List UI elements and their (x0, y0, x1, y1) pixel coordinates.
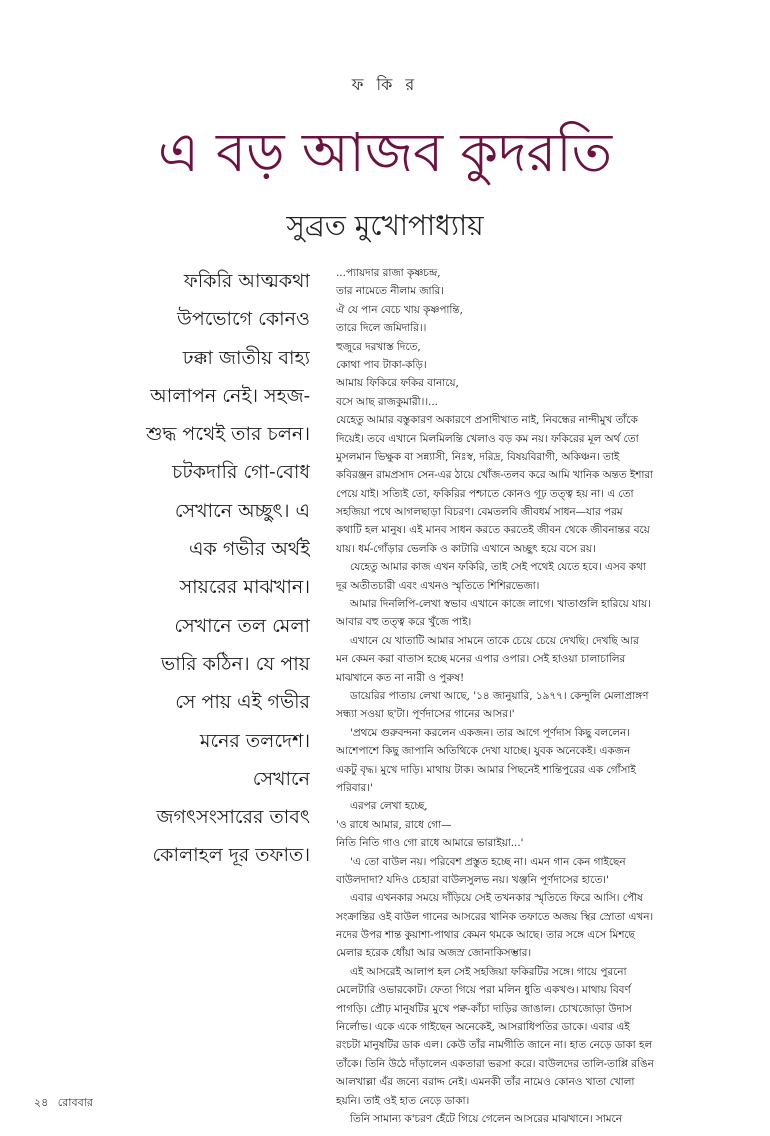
body-line: বাউলদাদা? যদিও চেহারা বাউলসুলভ নয়। খঞ্জনি পূর্ণদাসের হাতে।' (336, 873, 609, 886)
body-line: মেলেটারি ওভারকোট। ফেতা গিয়ে পরা মলিন ধুতি একখণ্ড। মাথায় বিবর্ণ (336, 984, 631, 997)
body-line: সংক্রান্তির ওই বাউল গানের আসরের খানিক তফাতে অজয় স্থির স্রোতা এখন। (336, 910, 654, 923)
body-line: 'ও রাধে আমার, রাধে গো— (336, 818, 452, 831)
body-line: কবিরঞ্জন রামপ্রসাদ সেন-এর ঠায়ে খোঁজ-তলব করে আমি খানিক অন্তত ইশারা (336, 469, 654, 482)
body-line: ডায়েরির পাতায় লেখা আছে, '১৪ জানুয়ারি, ১৯৭৭। কেন্দুলি মেলাপ্রাঙ্গণ (350, 689, 649, 702)
body-line: একটু বৃদ্ধ। মুখে দাড়ি। মাথায় টাক। আমার পিছনেই শান্তিপুরের এক গোঁসাই (336, 763, 636, 776)
body-line: এখানে যে খাতাটি আমার সামনে তাকে চেয়ে চেয়ে দেখছি। দেখছি আর (350, 634, 639, 647)
body-line: দিয়েই। তবে এখানে মিলমিলন্তি খেলাও বড় কম নয়। ফকিরের মূল অর্থ তো (336, 432, 639, 445)
page-number: ২৪ (34, 1096, 49, 1109)
body-line: মাঝখানে কত না নারী ও পুরুষ! (336, 671, 465, 684)
body-line: আবার বহু তত্ত্ব করে খুঁজে পাই। (336, 616, 472, 629)
pull-quote-line: ঢক্কা জাতীয় বাহ্য (182, 346, 310, 369)
pull-quote (60, 262, 310, 875)
body-line: কথাটি হল মানুষ। এই মানব সাধন করতে করতেই জীবন থেকে জীবনান্তর বয়ে (336, 524, 650, 537)
body-line: মন কেমন করা বাতাস হচ্ছে মনের এপার ওপার। সেই হাওয়া চালাচালির (336, 653, 626, 666)
body-line: 'এ তো বাউল নয়। পরিবেশ প্রস্তুত হচ্ছে না। এমন গান কেন গাইছেন (350, 855, 626, 868)
body-line: তার নামেতে নীলাম জারি। (336, 285, 444, 298)
body-line: যেহেতু আমার কাজ এখন ফকিরি, তাই সেই পথেই যেতে হবে। এসব কথা (350, 561, 646, 574)
body-line: নিতি নিতি গাও গো রাধে আমারে ভারাইয়া...' (336, 837, 524, 850)
article-body (336, 264, 730, 1128)
body-line: নদের উপর শান্ত কুয়াশা-পাথার কেমন থমকে আছে। তার সঙ্গে এসে মিশছে (336, 929, 635, 942)
body-line: রংচটা মানুষটির ডাক এল। কেউ তাঁর নামগীতি জানে না। হাত নেড়ে ডাকা হল (336, 1039, 653, 1052)
body-line: পেয়ে যাই। সত্যিই তো, ফকিরির পশ্চাতে কোনও গূঢ় তত্ত্ব হয় না। এ তো (336, 487, 634, 500)
body-line: আমার দিনলিপি-লেখা স্বভাব এখানে কাজে লাগে। খাতাগুলি হারিয়ে যায়। (350, 598, 651, 611)
pull-quote-line: উপভোগে কোনও (177, 308, 310, 331)
pull-quote-line: আলাপন নেই। সহজ- (150, 384, 310, 407)
body-line: যায়। ধর্ম-গোঁড়ার ভেলকি ও কাটারি এখানে অচ্ছুৎ হয়ে বসে রয়। (336, 542, 596, 555)
pull-quote-line: শুদ্ধ পথেই তার চলন। (146, 423, 310, 446)
body-line: সহজিয়া পথে আগলছাড়া বিচরণ। বেমতলবি জীবধর্ম সাধন—যার পরম (336, 506, 623, 519)
pull-quote-line: এক গভীর অর্থই (189, 538, 310, 561)
body-line: ঐ যে পান বেচে খায় কৃষ্ণপান্তি, (336, 303, 463, 316)
body-line: পরিবার।' (336, 781, 373, 794)
body-line: নির্লোভ। একে একে গাইছেন অনেকেই, আসরাধিপতির ডাকে। এবার এই (336, 1021, 630, 1034)
body-line: দূর অতীতচারী এবং এখনও স্মৃতিতে শিশিরভেজা। (336, 579, 540, 592)
body-line: মুসলমান ভিক্ষুক বা সন্ন্যাসী, নিঃস্ব, দরিদ্র, বিষয়বিরাগী, অকিঞ্চন। তাই (336, 450, 620, 463)
body-line: আমায় ফিকিরে ফকির বানায়ে, (336, 377, 459, 390)
body-line: বসে আছ রাজকুমারী।।... (336, 395, 438, 408)
pull-quote-line: কোলাহল দূর তফাত। (152, 844, 310, 867)
pull-quote-line: সেখানে তল মেলা (174, 614, 310, 637)
pull-quote-line: জগৎসংসারের তাবৎ (156, 806, 310, 829)
pull-quote-line: সায়রের মাঝখান। (179, 576, 310, 599)
body-line: যেহেতু আমার বস্তুকারণ অকারণে প্রসাদীখাত নাই, নিবন্ধের নান্দীমুখ তাঁকে (336, 414, 638, 427)
body-line: পাগড়ি। প্রৌঢ় মানুষটির মুখে পক্ব-কাঁচা দাড়ির জাঙাল। চোখজোড়া উদাস (336, 1002, 632, 1015)
body-line: তিনি সামান্য ক'চরণ হেঁটে গিয়ে গেলেন আসরের মাঝখানে। সামনে (350, 1112, 622, 1125)
article-headline: এ বড় আজব কুদরতি (157, 121, 613, 184)
section-label: ফ কি র (351, 75, 419, 94)
pull-quote-line: সেখানে (252, 767, 310, 790)
body-line: হুজুরে দরখাস্ত দিতে, (336, 340, 421, 353)
page-footer (34, 1094, 99, 1113)
body-line: সন্ধ্যা সওয়া ছ'টা। পূর্ণদাসের গানের আসর।' (336, 708, 515, 721)
body-line: তাঁকে। তিনি উঠে দাঁড়ালেন একতারা ভরসা করে। বাউলদের তালি-তাপ্পি রঙিন (336, 1057, 654, 1070)
magazine-name: রোববার (57, 1096, 93, 1109)
body-line: মেলার হরেক ধোঁয়া আর অজস্র জোনাকিসম্ভার। (336, 947, 532, 960)
pull-quote-line: ফকিরি আত্মকথা (183, 270, 310, 292)
pull-quote-line: মনের তলদেশ। (199, 729, 310, 752)
pull-quote-line: ভারি কঠিন। যে পায় (161, 652, 310, 675)
pull-quote-line: সেখানে অচ্ছুৎ। এ (174, 499, 310, 522)
body-line: আলখাল্লা এঁর জন্যে বরাদ্দ নেই। এমনকী তাঁর নামেও কোনও খাতা খোলা (336, 1076, 635, 1089)
body-line: ...প্যায়দার রাজা কৃষ্ণচন্দ্র, (336, 267, 441, 279)
body-line: এই আসরেই আলাপ হল সেই সহজিয়া ফকিরটির সঙ্গে। গায়ে পুরনো (350, 965, 627, 978)
body-line: কোথা পাব টাকা-কড়ি। (336, 358, 427, 371)
pull-quote-line: সে পায় এই গভীর (175, 691, 310, 714)
body-line: তারে দিলে জমিদারি।। (336, 322, 427, 335)
body-line: আশেপাশে কিছু জাপানি অতিথিকে দেখা যাচ্ছে। যুবক অনেকেই। একজন (336, 745, 631, 758)
body-line: 'প্রথমে গুরুবন্দনা করলেন একজন। তার আগে পূর্ণদাস কিছু বললেন। (350, 726, 630, 739)
pull-quote-line: চটকদারি গো-বোধ (172, 461, 310, 484)
body-line: হয়নি। তাই ওই হাত নেড়ে ডাকা। (336, 1094, 470, 1107)
body-line: এবার এখনকার সময়ে দাঁড়িয়ে সেই তখনকার স্মৃতিতে ফিরে আসি। পৌষ (350, 892, 643, 905)
body-line: এরপর লেখা হচ্ছে, (350, 800, 428, 813)
author-byline: সুব্রত মুখোপাধ্যায় (286, 209, 484, 242)
